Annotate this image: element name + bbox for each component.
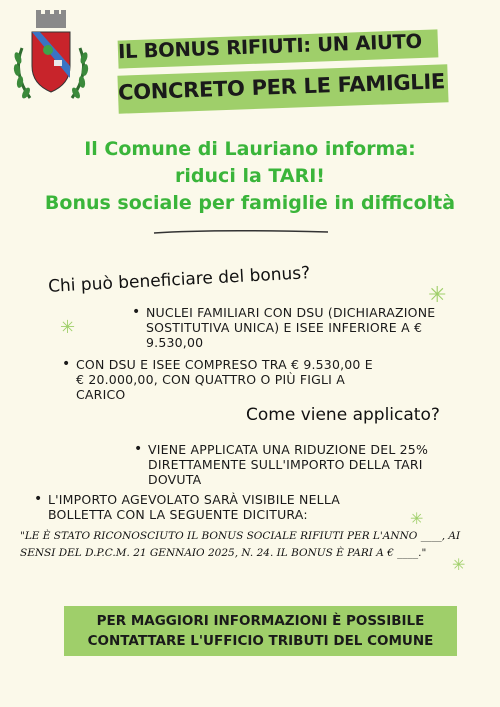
- section2-bullet-1-text: VIENE APPLICATA UNA RIDUZIONE DEL 25% DIRETTAMENTE SULL'IMPORTO DELLA TARI DOVUTA: [148, 442, 429, 487]
- footer-line-1: PER MAGGIORI INFORMAZIONI È POSSIBILE: [96, 613, 425, 629]
- bullet-icon: •: [34, 491, 43, 507]
- footer-line-2: CONTATTARE L'UFFICIO TRIBUTI DEL COMUNE: [87, 633, 434, 649]
- section2-heading: Come viene applicato?: [246, 405, 440, 425]
- municipal-crest-icon: [10, 8, 92, 108]
- bullet-icon: •: [62, 356, 71, 372]
- section1-bullet-1: [132, 304, 446, 350]
- sparkle-icon: ✳: [410, 511, 424, 528]
- sparkle-icon: ✳: [428, 282, 447, 307]
- underline-decoration: [152, 228, 330, 236]
- section2-bullet-2-text: L'IMPORTO AGEVOLATO SARÀ VISIBILE NELLA BOLLETTA CON LA SEGUENTE DICITURA:: [48, 492, 341, 522]
- sparkle-icon: ✳: [452, 557, 466, 574]
- section2-bullet-1: [134, 441, 463, 487]
- sparkle-icon: ✳: [60, 317, 76, 337]
- bullet-icon: •: [134, 441, 143, 457]
- bullet-icon: •: [132, 304, 141, 320]
- section1-bullet-2-text: CON DSU E ISEE COMPRESO TRA € 9.530,00 E € 20.000,00, CON QUATTRO O PIÙ FIGLI A CARICO: [76, 357, 373, 402]
- bill-wording-quote: "LE È STATO RICONOSCIUTO IL BONUS SOCIALE RIFIUTI PER L'ANNO ____, AI SENSI DEL D.P.C.M. 21 GENNAIO 2025, N. 24. IL BONUS È PARI A € ____.": [20, 530, 461, 559]
- section1-heading: Chi può beneficiare del bonus?: [47, 263, 311, 297]
- section1-bullet-1-text: NUCLEI FAMILIARI CON DSU (DICHIARAZIONE SOSTITUTIVA UNICA) E ISEE INFERIORE A € 9.530,00: [146, 305, 436, 350]
- intro-line-1: Il Comune di Lauriano informa:: [84, 138, 416, 160]
- intro-line-3: Bonus sociale per famiglie in difficoltà: [44, 192, 456, 214]
- footer-text: [64, 611, 457, 651]
- section2-bullet-2: [34, 491, 368, 522]
- intro-line-2: riduci la TARI!: [175, 165, 325, 187]
- section1-bullet-2: [62, 356, 376, 402]
- title-line-2: CONCRETO PER LE FAMIGLIE: [117, 69, 446, 105]
- title-line-1: IL BONUS RIFIUTI: UN AIUTO: [117, 29, 423, 64]
- title-banner: [118, 25, 444, 115]
